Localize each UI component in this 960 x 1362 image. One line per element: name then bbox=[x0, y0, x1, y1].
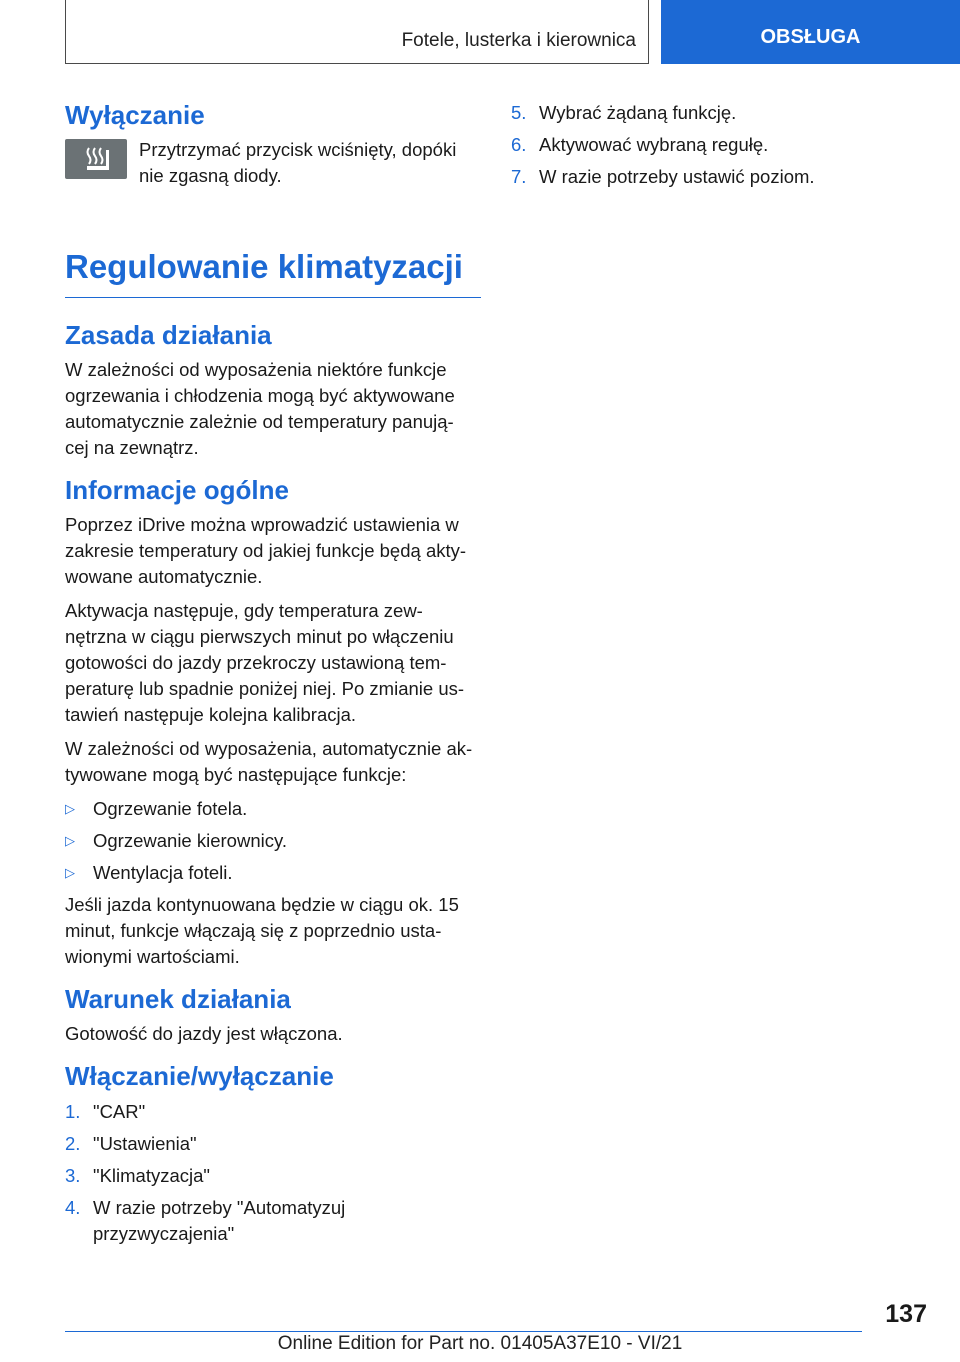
icon-row bbox=[65, 137, 477, 197]
list-item: 5. Wybrać żądaną funkcję. bbox=[511, 102, 737, 123]
list-item: ▷ Wentylacja foteli. bbox=[65, 860, 477, 886]
general-paragraph-4: Jeśli jazda kontynuowana będzie w ciągu ok. 15 minut, funkcje włączają się z poprzednio usta- wionymi wartościami. bbox=[65, 894, 459, 968]
triangle-bullet-icon: ▷ bbox=[65, 865, 75, 881]
heading-principle: Zasada działania bbox=[65, 319, 272, 350]
list-item: 2. "Ustawienia" bbox=[65, 1132, 197, 1154]
list-item: 3. "Klimatyzacja" bbox=[65, 1164, 210, 1186]
heading-onoff: Włączanie/wyłączanie bbox=[65, 1061, 334, 1092]
list-item: 4. W razie potrzeby "Automatyzuj przyzwyczajenia" bbox=[65, 1196, 346, 1244]
left-column bbox=[65, 100, 477, 1261]
seat-heating-icon bbox=[65, 139, 127, 179]
header-box bbox=[65, 0, 649, 64]
general-paragraph-1: Poprzez iDrive można wprowadzić ustawienia w zakresie temperatury od jakiej funkcje będą akty- wowane automatycznie. bbox=[65, 514, 467, 588]
heading-condition: Warunek działania bbox=[65, 984, 291, 1015]
list-item: ▷ Ogrzewanie fotela. bbox=[65, 796, 477, 822]
steps-list-left bbox=[65, 1099, 477, 1247]
section-general bbox=[65, 475, 477, 970]
principle-text: W zależności od wyposażenia niektóre funkcje ogrzewania i chłodzenia mogą być aktywowane automatycznie zależnie od temperatury panują- cej na zewnątrz. bbox=[65, 358, 455, 458]
heading-off: Wyłączanie bbox=[65, 100, 205, 130]
section-tab[interactable]: OBSŁUGA bbox=[661, 0, 960, 64]
section-onoff bbox=[65, 1061, 477, 1246]
section-condition bbox=[65, 984, 477, 1047]
general-paragraph-2: Aktywacja następuje, gdy temperatura zew- nętrzna w ciągu pierwszych minut po włączeniu gotowości do jazdy przekroczy ustawioną tem- peraturę lub spadnie poniżej niej. Po zmianie us- tawień następuje kolejna kalibracja. bbox=[65, 600, 465, 726]
list-item: 7. W razie potrzeby ustawić poziom. bbox=[511, 166, 815, 187]
section-principle bbox=[65, 320, 477, 461]
section-off bbox=[65, 100, 477, 197]
condition-text: Gotowość do jazdy jest włączona. bbox=[65, 1023, 343, 1045]
steps-list-right bbox=[511, 100, 911, 190]
page-number: 137 bbox=[885, 1300, 927, 1328]
list-item: 1. "CAR" bbox=[65, 1100, 146, 1122]
footer-edition: Online Edition for Part no. 01405A37E10 - VI/21 bbox=[277, 1333, 683, 1354]
page-title: Regulowanie klimatyzacji bbox=[65, 248, 463, 286]
right-column bbox=[511, 100, 911, 196]
heading-general: Informacje ogólne bbox=[65, 474, 289, 505]
off-text: Przytrzymać przycisk wciśnięty, dopóki nie zgasną diody. bbox=[139, 139, 457, 187]
chapter-title: Fotele, lusterka i kierownica bbox=[401, 30, 636, 51]
list-item: ▷ Ogrzewanie kierownicy. bbox=[65, 828, 477, 854]
triangle-bullet-icon: ▷ bbox=[65, 833, 75, 849]
title-divider bbox=[65, 297, 481, 298]
general-paragraph-3: W zależności od wyposażenia, automatycznie ak- tywowane mogą być następujące funkcje: bbox=[65, 738, 473, 786]
triangle-bullet-icon: ▷ bbox=[65, 801, 75, 817]
list-item: 6. Aktywować wybraną regułę. bbox=[511, 134, 769, 155]
footer-divider bbox=[65, 1331, 862, 1332]
functions-list bbox=[65, 796, 477, 886]
